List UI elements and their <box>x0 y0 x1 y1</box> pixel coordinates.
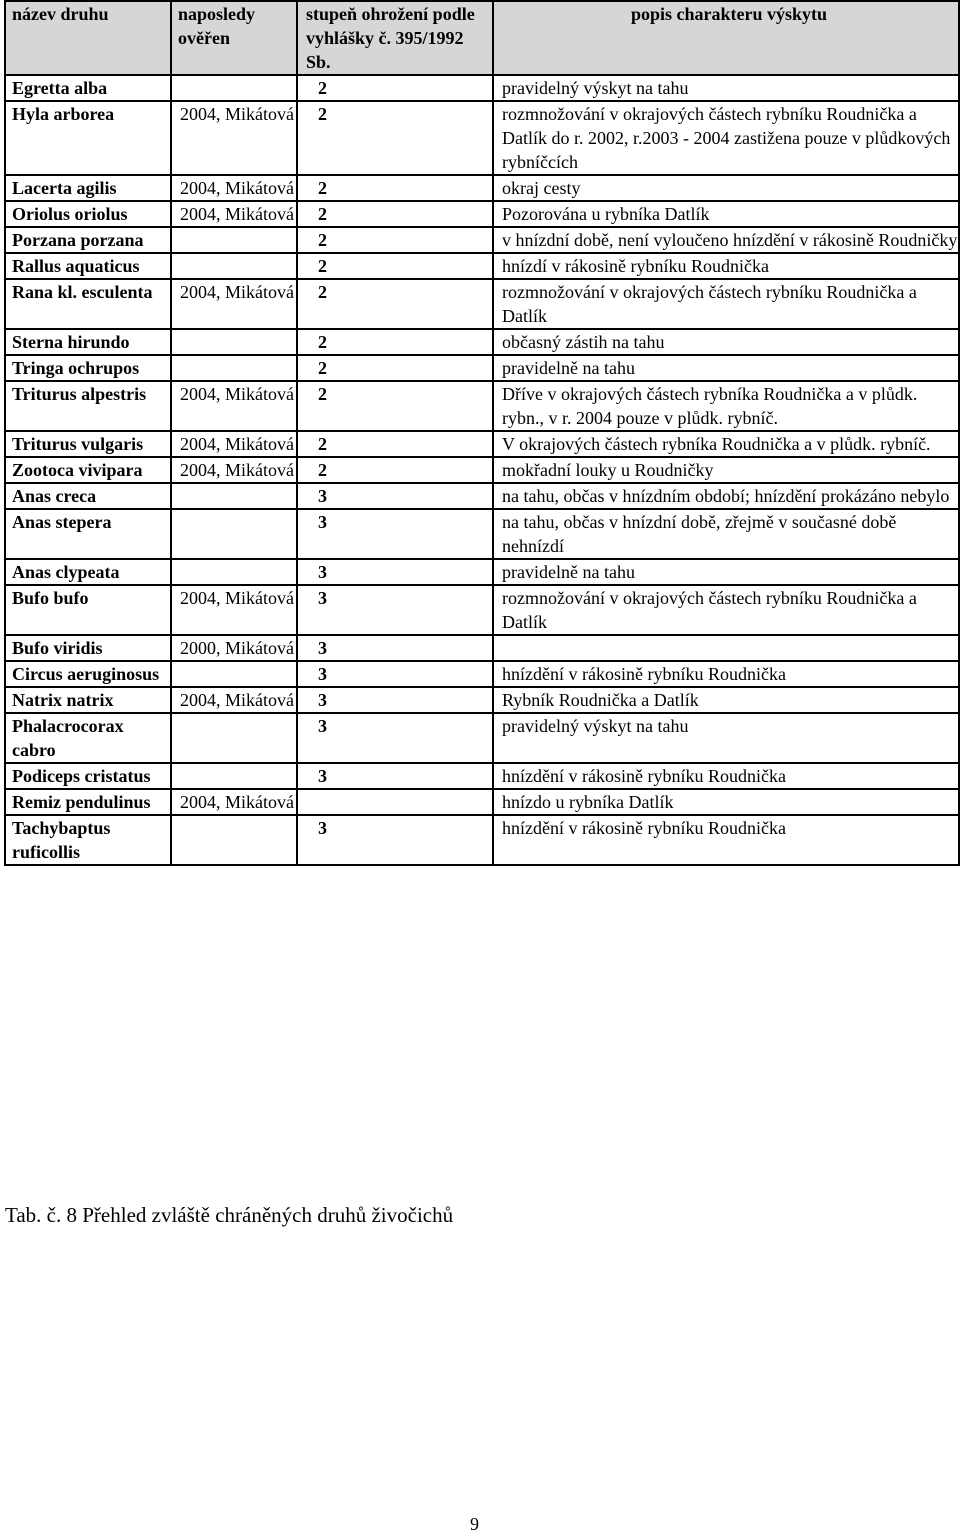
species-name-cell: Tringa ochrupos <box>5 355 171 381</box>
table-row <box>5 661 959 687</box>
species-name-cell: Rallus aquaticus <box>5 253 171 279</box>
status-cell: 3 <box>297 713 493 763</box>
header-verified: naposledy ověřen <box>171 1 297 75</box>
verified-cell: 2004, Mikátová <box>171 201 297 227</box>
status-cell: 2 <box>297 431 493 457</box>
table-caption: Tab. č. 8 Přehled zvláště chráněných druhů živočichů <box>5 1203 454 1227</box>
description-cell: rozmnožování v okrajových částech rybníku Roudnička a Datlík do r. 2002, r.2003 - 2004 zastižena pouze v plůdkových rybníčcích <box>493 101 959 175</box>
species-name-cell: Porzana porzana <box>5 227 171 253</box>
description-cell: mokřadní louky u Roudničky <box>493 457 959 483</box>
species-name-cell: Natrix natrix <box>5 687 171 713</box>
verified-cell: 2004, Mikátová <box>171 381 297 431</box>
status-cell: 2 <box>297 201 493 227</box>
description-cell: občasný zástih na tahu <box>493 329 959 355</box>
table-row <box>5 585 959 635</box>
verified-cell <box>171 329 297 355</box>
species-name-cell: Anas stepera <box>5 509 171 559</box>
header-species: název druhu <box>5 1 171 75</box>
table-row <box>5 687 959 713</box>
table-header-row <box>5 1 959 75</box>
species-name-cell: Triturus alpestris <box>5 381 171 431</box>
description-cell: v hnízdní době, není vyloučeno hnízdění v rákosině Roudničky <box>493 227 959 253</box>
species-table <box>4 0 960 866</box>
header-description: popis charakteru výskytu <box>493 1 959 75</box>
description-cell: Pozorována u rybníka Datlík <box>493 201 959 227</box>
verified-cell: 2000, Mikátová <box>171 635 297 661</box>
verified-cell: 2004, Mikátová <box>171 687 297 713</box>
header-status: stupeň ohrožení podle vyhlášky č. 395/1992 Sb. <box>297 1 493 75</box>
species-name-cell: Phalacrocorax cabro <box>5 713 171 763</box>
table-row <box>5 457 959 483</box>
table-row <box>5 431 959 457</box>
table-row <box>5 763 959 789</box>
description-cell: na tahu, občas v hnízdním období; hnízdění prokázáno nebylo <box>493 483 959 509</box>
table-row <box>5 713 959 763</box>
status-cell <box>297 789 493 815</box>
verified-cell: 2004, Mikátová <box>171 279 297 329</box>
status-cell: 3 <box>297 687 493 713</box>
verified-cell <box>171 559 297 585</box>
verified-cell <box>171 75 297 101</box>
table-row <box>5 75 959 101</box>
table-row <box>5 201 959 227</box>
table-row <box>5 279 959 329</box>
verified-cell: 2004, Mikátová <box>171 175 297 201</box>
status-cell: 3 <box>297 585 493 635</box>
verified-cell: 2004, Mikátová <box>171 431 297 457</box>
status-cell: 2 <box>297 355 493 381</box>
status-cell: 2 <box>297 329 493 355</box>
species-name-cell: Bufo bufo <box>5 585 171 635</box>
description-cell: hnízdění v rákosině rybníku Roudnička <box>493 763 959 789</box>
table-row <box>5 509 959 559</box>
verified-cell <box>171 661 297 687</box>
verified-cell <box>171 483 297 509</box>
description-cell: pravidelný výskyt na tahu <box>493 713 959 763</box>
table-row <box>5 355 959 381</box>
table-row <box>5 483 959 509</box>
description-cell: V okrajových částech rybníka Roudnička a v plůdk. rybníč. <box>493 431 959 457</box>
description-cell: hnízdí v rákosině rybníku Roudnička <box>493 253 959 279</box>
status-cell: 2 <box>297 457 493 483</box>
description-cell: Dříve v okrajových částech rybníka Roudnička a v plůdk. rybn., v r. 2004 pouze v plůdk. rybníč. <box>493 381 959 431</box>
description-cell <box>493 635 959 661</box>
status-cell: 3 <box>297 635 493 661</box>
status-cell: 3 <box>297 483 493 509</box>
status-cell: 3 <box>297 559 493 585</box>
status-cell: 2 <box>297 253 493 279</box>
table-row <box>5 329 959 355</box>
table-row <box>5 381 959 431</box>
description-cell: pravidelně na tahu <box>493 355 959 381</box>
verified-cell <box>171 227 297 253</box>
verified-cell: 2004, Mikátová <box>171 457 297 483</box>
description-cell: pravidelný výskyt na tahu <box>493 75 959 101</box>
verified-cell: 2004, Mikátová <box>171 585 297 635</box>
species-name-cell: Rana kl. esculenta <box>5 279 171 329</box>
table-row <box>5 227 959 253</box>
table-row <box>5 815 959 865</box>
species-name-cell: Oriolus oriolus <box>5 201 171 227</box>
status-cell: 2 <box>297 101 493 175</box>
verified-cell <box>171 355 297 381</box>
description-cell: rozmnožování v okrajových částech rybníku Roudnička a Datlík <box>493 585 959 635</box>
status-cell: 2 <box>297 75 493 101</box>
verified-cell: 2004, Mikátová <box>171 789 297 815</box>
table-row <box>5 789 959 815</box>
description-cell: rozmnožování v okrajových částech rybníku Roudnička a Datlík <box>493 279 959 329</box>
status-cell: 3 <box>297 661 493 687</box>
species-name-cell: Hyla arborea <box>5 101 171 175</box>
status-cell: 2 <box>297 381 493 431</box>
status-cell: 3 <box>297 763 493 789</box>
verified-cell <box>171 815 297 865</box>
description-cell: hnízdění v rákosině rybníku Roudnička <box>493 815 959 865</box>
species-name-cell: Podiceps cristatus <box>5 763 171 789</box>
verified-cell: 2004, Mikátová <box>171 101 297 175</box>
status-cell: 3 <box>297 509 493 559</box>
description-cell: okraj cesty <box>493 175 959 201</box>
status-cell: 2 <box>297 175 493 201</box>
species-name-cell: Lacerta agilis <box>5 175 171 201</box>
description-cell: na tahu, občas v hnízdní době, zřejmě v současné době nehnízdí <box>493 509 959 559</box>
species-name-cell: Anas creca <box>5 483 171 509</box>
species-name-cell: Sterna hirundo <box>5 329 171 355</box>
description-cell: hnízdění v rákosině rybníku Roudnička <box>493 661 959 687</box>
table-row <box>5 253 959 279</box>
species-name-cell: Circus aeruginosus <box>5 661 171 687</box>
species-name-cell: Remiz pendulinus <box>5 789 171 815</box>
verified-cell <box>171 763 297 789</box>
table-row <box>5 101 959 175</box>
page-number: 9 <box>470 1514 479 1534</box>
verified-cell <box>171 253 297 279</box>
verified-cell <box>171 509 297 559</box>
species-name-cell: Egretta alba <box>5 75 171 101</box>
status-cell: 2 <box>297 227 493 253</box>
status-cell: 3 <box>297 815 493 865</box>
status-cell: 2 <box>297 279 493 329</box>
description-cell: Rybník Roudnička a Datlík <box>493 687 959 713</box>
table-row <box>5 175 959 201</box>
table-row <box>5 635 959 661</box>
species-name-cell: Anas clypeata <box>5 559 171 585</box>
description-cell: pravidelně na tahu <box>493 559 959 585</box>
species-name-cell: Zootoca vivipara <box>5 457 171 483</box>
species-name-cell: Bufo viridis <box>5 635 171 661</box>
table-row <box>5 559 959 585</box>
verified-cell <box>171 713 297 763</box>
table-body <box>5 75 959 865</box>
species-name-cell: Triturus vulgaris <box>5 431 171 457</box>
description-cell: hnízdo u rybníka Datlík <box>493 789 959 815</box>
species-name-cell: Tachybaptus ruficollis <box>5 815 171 865</box>
